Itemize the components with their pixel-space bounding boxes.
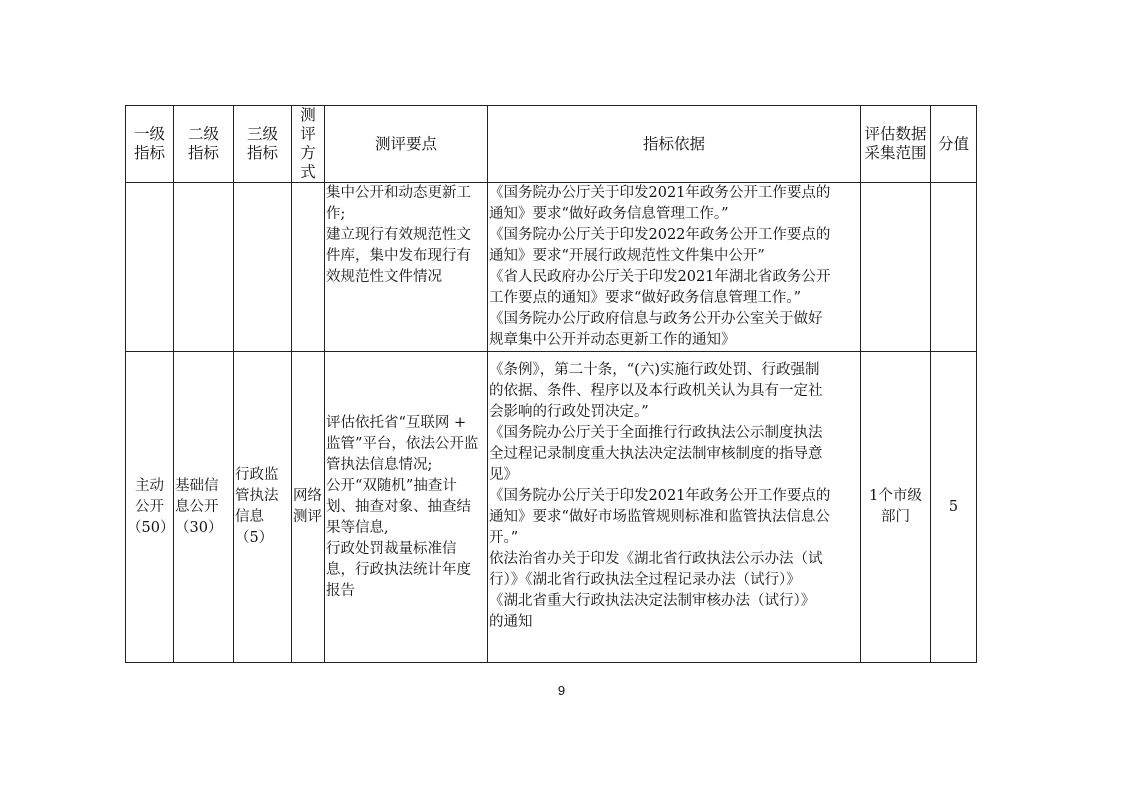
- header-level3: 三级 指标: [234, 106, 292, 183]
- header-level1: 一级 指标: [126, 106, 174, 183]
- cell-level2: [174, 183, 234, 352]
- cell-level3: 行政监 管执法 信息（5）: [234, 352, 292, 663]
- cell-level1: 主动 公开 （50）: [126, 352, 174, 663]
- header-basis: 指标依据: [488, 106, 861, 183]
- cell-points: 评估依托省“互联网 + 监管”平台，依法公开监 管执法信息情况; 公开“双随机”抽查计 划、抽查对象、抽查结 果等信息, 行政处罚裁量标准信 息，行政执法统计年度 报告: [325, 352, 488, 663]
- page-number: 9: [557, 683, 566, 698]
- evaluation-table: [125, 105, 977, 663]
- header-level2: 二级 指标: [174, 106, 234, 183]
- cell-score: 5: [931, 352, 977, 663]
- cell-level3: [234, 183, 292, 352]
- cell-scope: [861, 183, 931, 352]
- cell-level2: 基础信 息公开 （30）: [174, 352, 234, 663]
- header-scope: 评估数据 采集范围: [861, 106, 931, 183]
- cell-level1: [126, 183, 174, 352]
- cell-scope: 1个市级 部门: [861, 352, 931, 663]
- header-points: 测评要点: [325, 106, 488, 183]
- cell-score: [931, 183, 977, 352]
- header-method: 测评 方式: [292, 106, 325, 183]
- cell-basis: 《国务院办公厅关于印发2021年政务公开工作要点的 通知》要求“做好政务信息管理工作。” 《国务院办公厅关于印发2022年政务公开工作要点的 通知》要求“开展行政规范性文件集中公开” 《省人民政府办公厅关于印发2021年湖北省政务公开 工作要点的通知》要求“做好政务信息管理工作。” 《国务院办公厅政府信息与政务公开办公室关于做好 规章集中公开并动态更新工作的通知》: [488, 183, 861, 352]
- table-header-row: [126, 106, 977, 183]
- cell-points: 集中公开和动态更新工 作; 建立现行有效规范性文 件库，集中发布现行有 效规范性文件情况: [325, 183, 488, 352]
- table-row: [126, 183, 977, 352]
- table-row: [126, 352, 977, 663]
- cell-method: [292, 183, 325, 352]
- header-score: 分值: [931, 106, 977, 183]
- cell-method: 网络 测评: [292, 352, 325, 663]
- cell-basis: 《条例》，第二十条，“(六)实施行政处罚、行政强制 的依据、条件、程序以及本行政机关认为具有一定社 会影响的行政处罚决定。” 《国务院办公厅关于全面推行行政执法公示制度执法 全过程记录制度重大执法决定法制审核制度的指导意 见》 《国务院办公厅关于印发2021年政务公开工作要点的 通知》要求“做好市场监管规则标准和监管执法信息公 开。” 依法治省办关于印发《湖北省行政执法公示办法（试 行）》《湖北省行政执法全过程记录办法（试行）》 《湖北省重大行政执法决定法制审核办法（试行）》 的通知: [488, 352, 861, 663]
